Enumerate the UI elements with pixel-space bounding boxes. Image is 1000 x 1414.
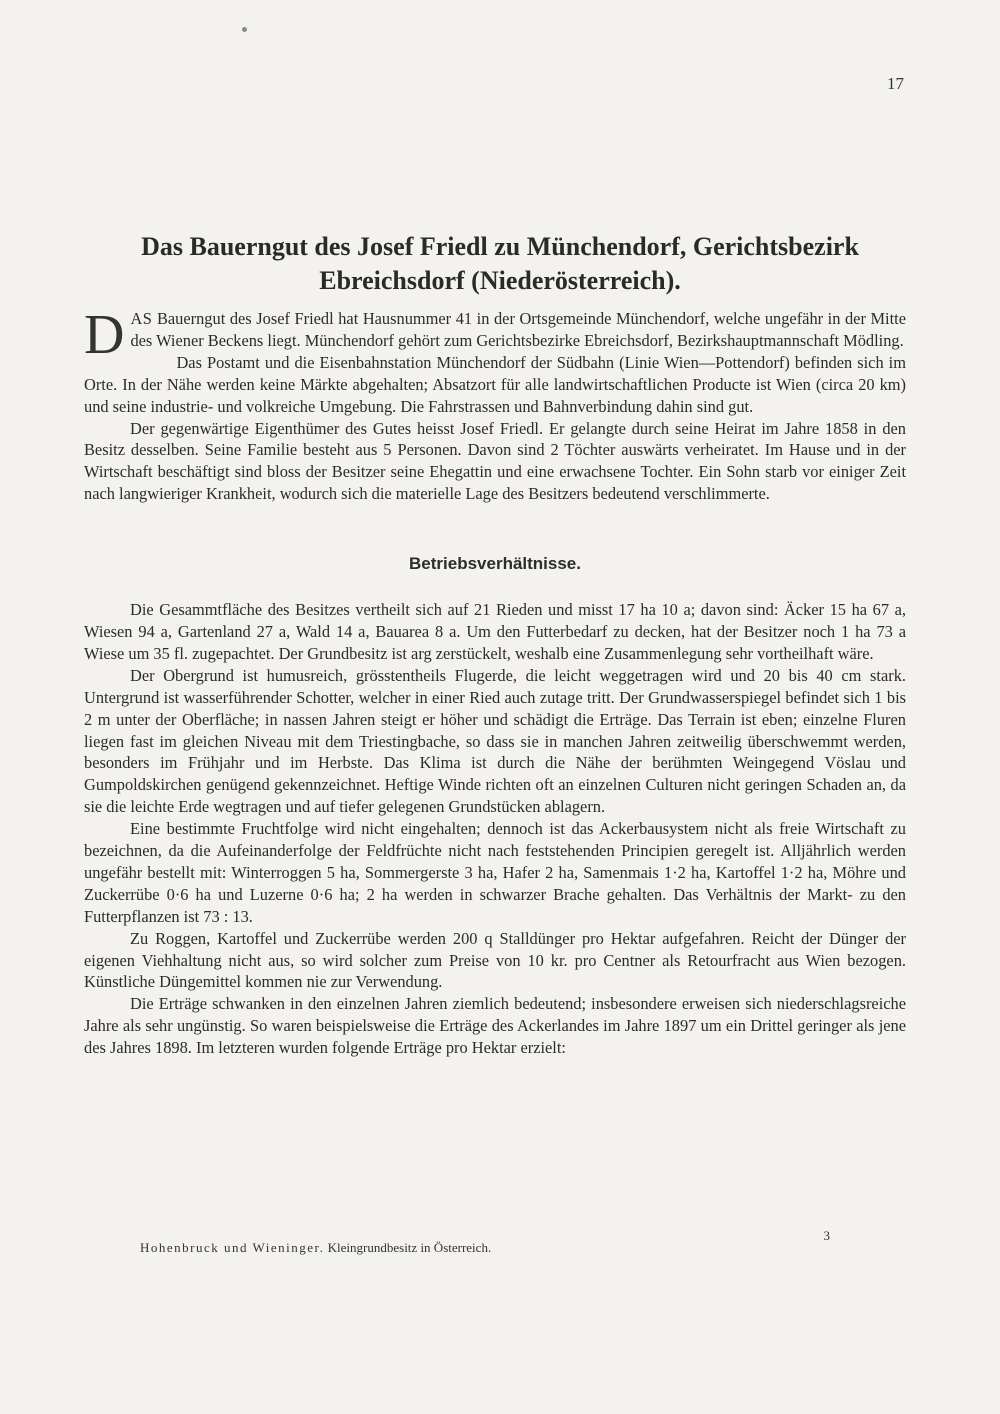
intro-text: Bauerngut des Josef Friedl hat Hausnummer 41 in der Ortsgemeinde Münchendorf, welche ungefähr in der Mitte des Wiener Beckens liegt. Münchendorf gehört zum Gerichtsbezirke Ebreichsdorf, Bezirkshauptmannschaft Mödling. (130, 309, 906, 350)
section-heading: Betriebsverhältnisse. (409, 554, 581, 574)
paragraph: Die Gesammtfläche des Besitzes vertheilt sich auf 21 Rieden und misst 17 ha 10 a; davon sind: Äcker 15 ha 67 a, Wiesen 94 a, Gartenland 27 a, Wald 14 a, Bauarea 8 a. Um den Futterbedarf zu decken, hat der Besitzer noch 1 ha 73 a Wiese um 35 fl. zugepachtet. Der Grundbesitz ist arg zerstückelt, weshalb eine Zusammenlegung sehr vortheilhaft wäre. (84, 600, 906, 663)
body-text (84, 304, 906, 1059)
page-number: 17 (887, 74, 904, 93)
paragraph: Die Erträge schwanken in den einzelnen Jahren ziemlich bedeutend; insbesondere erweisen sich niederschlagsreiche Jahre als sehr ungünstig. So waren beispielsweise die Erträge des Ackerlandes im Jahre 1897 um ein Drittel geringer als jene des Jahres 1898. Im letzteren wurden folgende Erträge pro Hektar erzielt: (84, 994, 906, 1058)
paper-speck (242, 27, 247, 32)
intro-paragraph (84, 304, 906, 366)
paragraph: Zu Roggen, Kartoffel und Zuckerrübe werden 200 q Stalldünger pro Hektar aufgefahren. Reicht der Dünger der eigenen Viehhaltung nicht aus, so wird solcher zum Preise von 10 kr. pro Centner als Retourfracht aus Wien bezogen. Künstliche Düngemittel kommen nie zur Verwendung. (84, 928, 906, 992)
paragraph: Das Postamt und die Eisenbahnstation Münchendorf der Südbahn (Linie Wien—Pottendorf) befinden sich im Orte. In der Nähe werden keine Märkte abgehalten; Absatzort für alle landwirtschaftlichen Producte ist Wien (circa 20 km) und seine industrie- und volkreiche Umgebung. Die Fahrstrassen und Bahnverbindung dahin sind gut. (84, 352, 906, 416)
page-title: Das Bauerngut des Josef Friedl zu Münchendorf, Gerichtsbezirk Ebreichsdorf (Niederösterreich). (141, 232, 859, 295)
footer-authors: Hohenbruck und Wieninger. (140, 1240, 325, 1255)
paragraph: Eine bestimmte Fruchtfolge wird nicht eingehalten; dennoch ist das Ackerbausystem nicht als freie Wirtschaft zu bezeichnen, da die Aufeinanderfolge der Feldfrüchte nicht nach feststehenden Principien geregelt ist. Alljährlich werden ungefähr bestellt mit: Winterroggen 5 ha, Sommergerste 3 ha, Hafer 2 ha, Samenmais 1·2 ha, Kartoffel 1·2 ha, Möhre und Zuckerrübe 0·6 ha und Luzerne 0·6 ha; 2 ha werden in schwarzer Brache gehalten. Das Verhältnis der Markt- zu den Futterpflanzen ist 73 : 13. (84, 819, 906, 926)
paragraph: Der Obergrund ist humusreich, grösstentheils Flugerde, die leicht weggetragen wird und 20 bis 40 cm stark. Untergrund ist wasserführender Schotter, welcher in einer Ried auch zutage tritt. Der Grundwasserspiegel befindet sich 1 bis 2 m unter der Oberfläche; in nassen Jahren steigt er höher und schädigt die Erträge. Das Terrain ist eben; einzelne Fluren liegen fast im gleichen Niveau mit dem Triestingbache, so dass sie in manchen Jahren zeitweilig überschwemmt werden, besonders im Frühjahr und im Herbste. Das Klima ist durch die Nähe der berühmten Weingegend Vöslau und Gumpoldskirchen genügend gekennzeichnet. Heftige Winde richten oft an einzelnen Culturen nicht geringen Schaden an, da sie die leichte Erde wegtragen und auf tiefer gelegenen Grundstücken ablagern. (84, 665, 906, 817)
drop-cap: D (84, 304, 125, 366)
signature-mark: 3 (823, 1228, 830, 1243)
page-footer (140, 1228, 830, 1256)
paragraph: Der gegenwärtige Eigenthümer des Gutes heisst Josef Friedl. Er gelangte durch seine Heirat im Jahre 1858 in den Besitz desselben. Seine Familie besteht aus 5 Personen. Davon sind 2 Töchter auswärts verheiratet. Im Hause und in der Wirtschaft beschäftigt sind bloss der Besitzer seine Ehegattin und eine erwachsene Tochter. Ein Sohn starb vor einiger Zeit nach langwieriger Krankheit, wodurch sich die materielle Lage des Besitzers bedeutend verschlimmerte. (84, 418, 906, 504)
intro-caps: AS (130, 309, 153, 328)
footer-book-title: Kleingrundbesitz in Österreich. (324, 1240, 492, 1255)
